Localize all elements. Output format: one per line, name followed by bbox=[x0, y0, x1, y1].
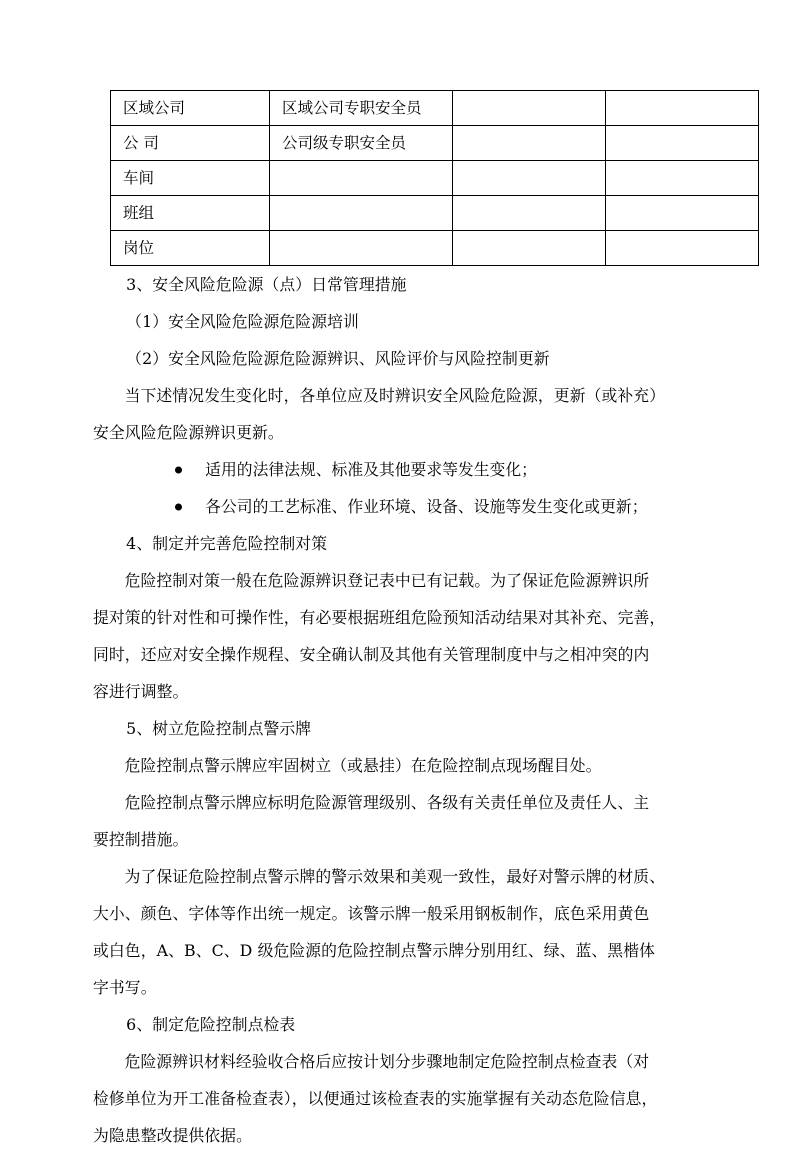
table-cell-officer bbox=[270, 161, 453, 196]
section-3-paragraph-line-2: 安全风险危险源辨识更新。 bbox=[93, 423, 284, 442]
section-3-paragraph-line-1: 当下述情况发生变化时，各单位应及时辨识安全风险危险源，更新（或补充） bbox=[124, 386, 666, 405]
table-cell-empty-4 bbox=[606, 126, 759, 161]
section-heading-6: 6、制定危险控制点检表 bbox=[126, 1015, 296, 1034]
document-body bbox=[93, 266, 711, 1154]
table-cell-empty-3 bbox=[453, 231, 606, 266]
section-4-paragraph-line-2: 提对策的针对性和可操作性，有必要根据班组危险预知活动结果对其补充、完善， bbox=[93, 608, 666, 627]
section-5-paragraph-line-6: 或白色，A、B、C、D 级危险源的危险控制点警示牌分别用红、绿、蓝、黑楷体 bbox=[93, 941, 655, 960]
table-cell-level: 岗位 bbox=[111, 231, 270, 266]
section-4-paragraph-line-1: 危险控制对策一般在危险源辨识登记表中已有记载。为了保证危险源辨识所 bbox=[124, 571, 650, 590]
table-row bbox=[111, 231, 759, 266]
table-cell-level: 班组 bbox=[111, 196, 270, 231]
table-cell-empty-4 bbox=[606, 196, 759, 231]
section-5-paragraph-line-1: 危险控制点警示牌应牢固树立（或悬挂）在危险控制点现场醒目处。 bbox=[124, 756, 602, 775]
table-cell-empty-3 bbox=[453, 196, 606, 231]
section-3-bullet-2 bbox=[93, 488, 711, 525]
bullet-point-icon bbox=[175, 503, 182, 510]
section-5-paragraph-line-7: 字书写。 bbox=[93, 978, 157, 997]
table-row bbox=[111, 161, 759, 196]
table-cell-empty-4 bbox=[606, 91, 759, 126]
table-cell-officer bbox=[270, 231, 453, 266]
section-3-item-1: （1）安全风险危险源危险源培训 bbox=[126, 312, 359, 331]
section-3-bullet-2-label: 各公司的工艺标准、作业环境、设备、设施等发生变化或更新； bbox=[205, 497, 648, 516]
table-cell-empty-3 bbox=[453, 126, 606, 161]
table-row bbox=[111, 196, 759, 231]
section-heading-4: 4、制定并完善危险控制对策 bbox=[126, 534, 328, 553]
section-4-paragraph-line-3: 同时，还应对安全操作规程、安全确认制及其他有关管理制度中与之相冲突的内 bbox=[93, 645, 650, 664]
section-heading-3: 3、安全风险危险源（点）日常管理措施 bbox=[126, 275, 407, 294]
table-cell-level: 公 司 bbox=[111, 126, 270, 161]
section-6-paragraph-line-2: 检修单位为开工准备检查表），以便通过该检查表的实施掌握有关动态危险信息， bbox=[93, 1089, 658, 1108]
table-cell-officer bbox=[270, 196, 453, 231]
section-6-paragraph-line-1: 危险源辨识材料经验收合格后应按计划分步骤地制定危险控制点检查表（对 bbox=[124, 1052, 650, 1071]
section-3-item-2: （2）安全风险危险源危险源辨识、风险评价与风险控制更新 bbox=[126, 349, 550, 368]
table-cell-level: 区域公司 bbox=[111, 91, 270, 126]
table-row bbox=[111, 91, 759, 126]
table-cell-level: 车间 bbox=[111, 161, 270, 196]
bullet-point-icon bbox=[175, 466, 182, 473]
table-cell-empty-3 bbox=[453, 161, 606, 196]
section-5-paragraph-line-3: 要控制措施。 bbox=[93, 830, 189, 849]
section-5-paragraph-line-4: 为了保证危险控制点警示牌的警示效果和美观一致性，最好对警示牌的材质、 bbox=[124, 867, 666, 886]
section-5-paragraph-line-5: 大小、颜色、字体等作出统一规定。该警示牌一般采用钢板制作，底色采用黄色 bbox=[93, 904, 650, 923]
section-5-paragraph-line-2: 危险控制点警示牌应标明危险源管理级别、各级有关责任单位及责任人、主 bbox=[124, 793, 650, 812]
table-cell-officer: 区域公司专职安全员 bbox=[270, 91, 453, 126]
table-cell-officer: 公司级专职安全员 bbox=[270, 126, 453, 161]
section-3-bullet-1-label: 适用的法律法规、标准及其他要求等发生变化； bbox=[205, 460, 537, 479]
table-cell-empty-3 bbox=[453, 91, 606, 126]
section-heading-5: 5、树立危险控制点警示牌 bbox=[126, 719, 312, 738]
table-row bbox=[111, 126, 759, 161]
section-3-bullet-1 bbox=[93, 451, 711, 488]
table-body bbox=[111, 91, 759, 266]
section-4-paragraph-line-4: 容进行调整。 bbox=[93, 682, 189, 701]
table-cell-empty-4 bbox=[606, 161, 759, 196]
table-cell-empty-4 bbox=[606, 231, 759, 266]
responsibility-table bbox=[110, 90, 759, 266]
section-6-paragraph-line-3: 为隐患整改提供依据。 bbox=[93, 1126, 252, 1145]
